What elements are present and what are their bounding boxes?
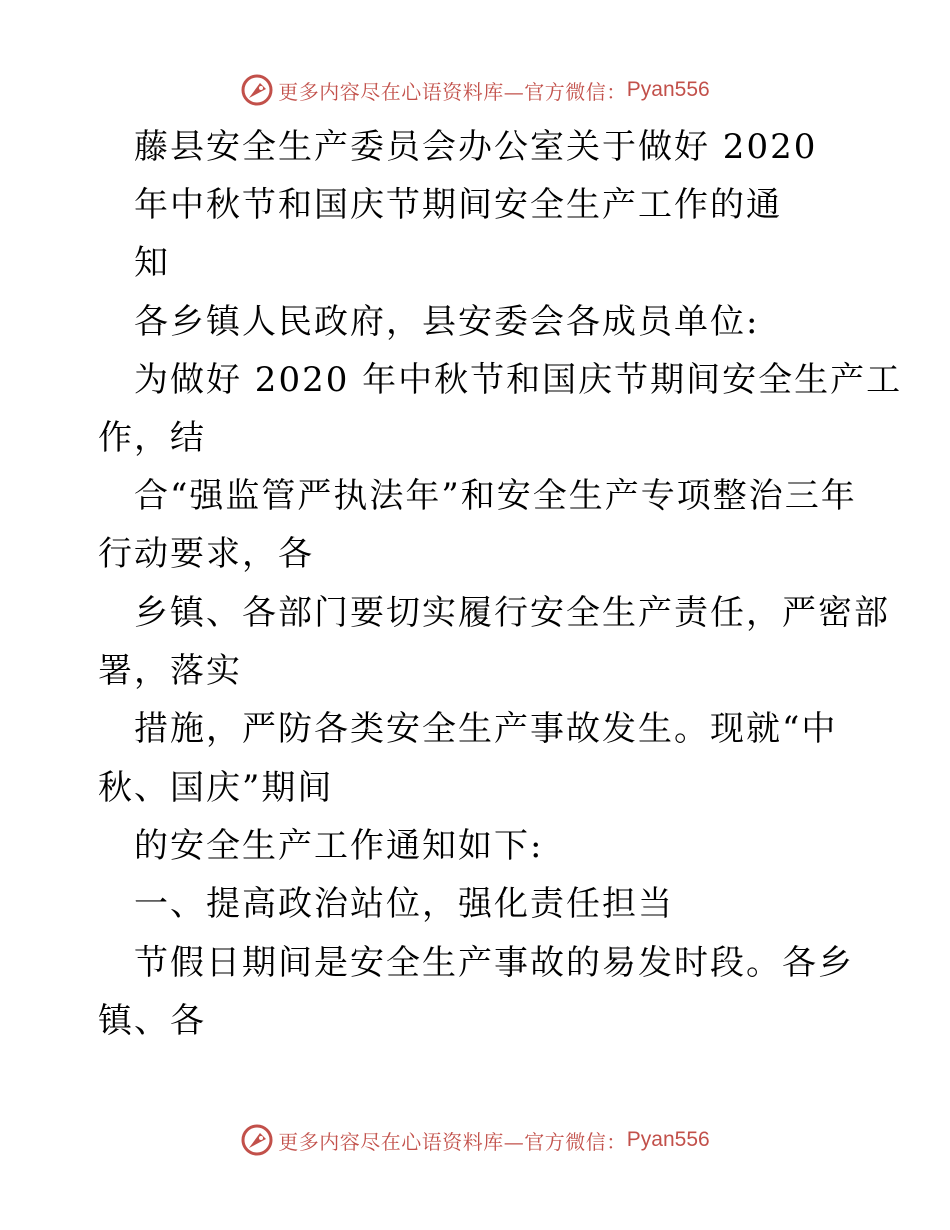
body-line: 为做好 2020 年中秋节和国庆节期间安全生产工 — [134, 360, 903, 400]
body-line: 署，落实 — [98, 651, 242, 691]
section-heading: 一、提高政治站位，强化责任担当 — [134, 884, 674, 924]
body-line: 合“强监管严执法年”和安全生产专项整治三年 — [134, 476, 857, 516]
watermark-wechat-id: Pyan556 — [626, 1128, 710, 1151]
watermark-text: 更多内容尽在心语资料库—官方微信： — [278, 79, 627, 104]
header-watermark-banner — [0, 70, 950, 110]
body-line: 秋、国庆”期间 — [98, 768, 334, 808]
body-line: 措施，严防各类安全生产事故发生。现就“中 — [134, 709, 838, 749]
title-line: 藤县安全生产委员会办公室关于做好 2020 — [134, 127, 818, 167]
body-line: 行动要求，各 — [98, 534, 314, 574]
title-line: 知 — [134, 243, 170, 283]
footer-watermark-banner — [0, 1120, 950, 1160]
body-line: 的安全生产工作通知如下: — [134, 826, 544, 866]
pen-nib-seal-icon — [240, 73, 274, 107]
section-line: 镇、各 — [98, 1001, 206, 1041]
salutation: 各乡镇人民政府，县安委会各成员单位: — [134, 302, 760, 342]
body-line: 乡镇、各部门要切实履行安全生产责任，严密部 — [134, 593, 890, 633]
section-line: 节假日期间是安全生产事故的易发时段。各乡 — [134, 943, 854, 983]
watermark-wechat-id: Pyan556 — [626, 78, 710, 101]
watermark-text: 更多内容尽在心语资料库—官方微信： — [278, 1129, 627, 1154]
body-line: 作，结 — [98, 418, 206, 458]
pen-nib-seal-icon — [240, 1123, 274, 1157]
title-line: 年中秋节和国庆节期间安全生产工作的通 — [134, 185, 782, 225]
